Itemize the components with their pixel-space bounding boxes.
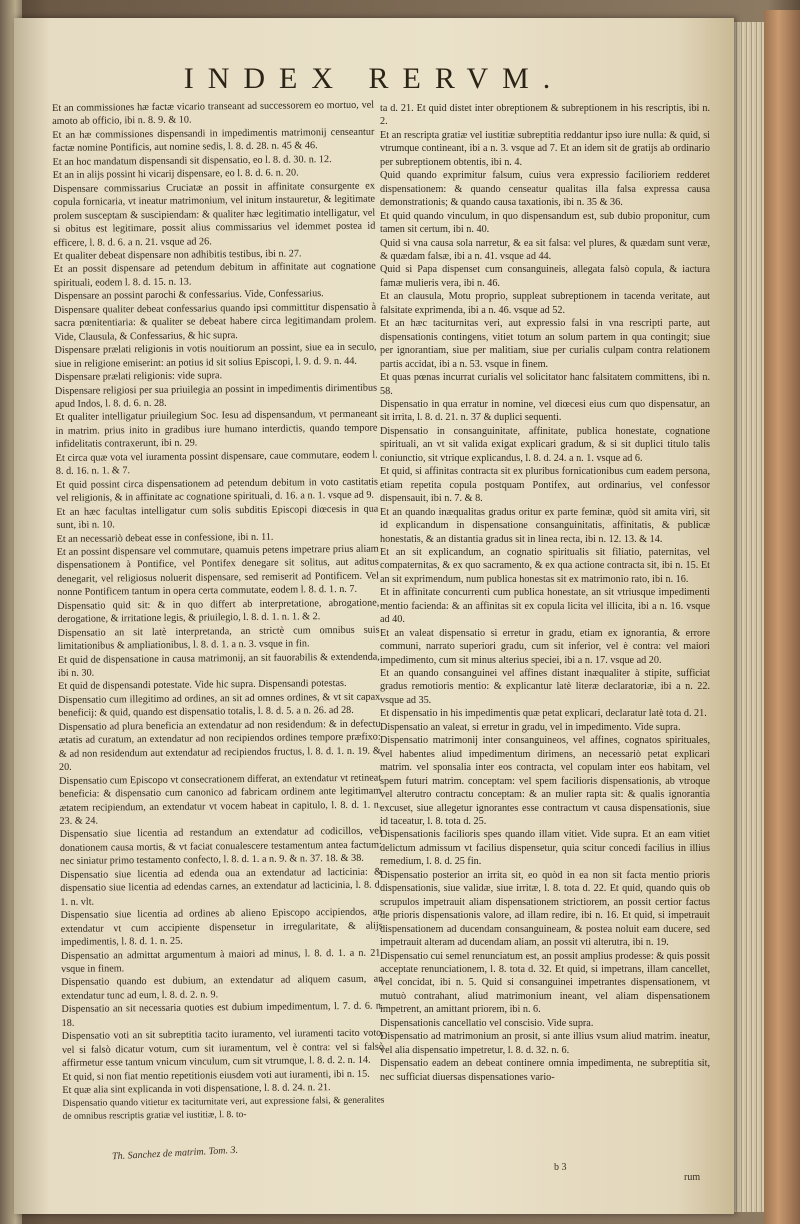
index-entry: Et circa quæ vota vel iuramenta possint dispensare, caue commutare, eodem l. 8. d. 16. n. 1. & 7. xyxy=(55,449,378,478)
index-entry: Et an rescripta gratiæ vel iustitiæ subreptitia reddantur ipso iure nulla: & quid, si vtrumque contineant, ibi a n. 3. vsque ad 7. Et an idem sit de gratijs ab ordinario per subreptionem obtentis, ibi n. 4. xyxy=(380,129,710,168)
index-entry: Dispensare commissarius Cruciatæ an possit in affinitate consurgente ex copula fornicaria, vt ineatur matrimonium, vel initum instauretur, & legitimate prolem susceptam & suscipiendam: & qualiter hæc legitimatio intelligatur, vel si obitus est legitimare, possit alius commissarius vel idemmet postea id efficere, l. 8. d. 6. a n. 21. vsque ad 26. xyxy=(52,180,376,249)
index-entry: Dispensatio in consanguinitate, affinitate, publica honestate, cognatione spirituali, an vt sit valida exigat explicari gradum, & si sit duplici titulo talis coniunctio, sit vtrique explicandus, l. 8. d. 24. a n. 1. vsque ad 6. xyxy=(380,425,710,464)
book-spine xyxy=(764,10,800,1224)
index-entry: Dispensatio cum illegitimo ad ordines, an sit ad omnes ordines, & vt sit capax beneficij: & quid, quando est dispensatio totalis, l. 8. d. 5. a n. 26. ad 28. xyxy=(58,691,381,720)
index-entry: Et qualiter intelligatur priuilegium Soc. Iesu ad dispensandum, vt permaneant in matrim. prius inito in gradibus iure humano interdictis, quando tempore infidelitatis contraxerunt, ibi n. 29. xyxy=(55,409,378,451)
index-entry: Dispensatio siue licentia ad ordines ab alieno Episcopo accipiendos, an extendatur vt cum accipiente dispensetur in irregularitate, & alijs impedimentis, l. 8. d. 1. n. 25. xyxy=(60,906,383,949)
index-entry: Quid si vna causa sola narretur, & ea sit falsa: vel plures, & quædam sunt veræ, & quædam falsæ, ibi a n. 41. vsque ad 44. xyxy=(380,237,710,262)
index-entry: Dispensatio quando est dubium, an extendatur ad aliquem casum, an extendatur tunc ad eum, l. 8. d. 2. n. 9. xyxy=(61,974,384,1002)
index-entry: Dispensatio ad matrimonium an prosit, si ante illius vsum aliud matrim. ineatur, vel alia dispensatio impetretur, l. 8. d. 32. n. 6. xyxy=(380,1031,710,1056)
index-entry: Quid quando exprimitur falsum, cuius vera expressio facilioriem redderet dispensationem: & quando censeatur qualitas illa falsa expressa causa demonstrationis; & quando causa taxationis, ibi n. 35 & 36. xyxy=(380,170,710,209)
footer-title: Th. Sanchez de matrim. Tom. 3. xyxy=(111,1144,239,1163)
index-entry: Dispensatio ad plura beneficia an extendatur ad non residendum: & in defectu ætatis ad curatum, an extendatur ad non recipiendos ordines tempore præfixo: & ad non residendum aut extendatur ad recipiendos fructus, l. 8. d. 1. n. 19. & 20. xyxy=(58,718,381,774)
index-entry: Et quid de dispensandi potestate. Vide hic supra. Dispensandi potestas. xyxy=(58,678,347,693)
index-entry: Quid si Papa dispenset cum consanguineis, allegata falsò copula, & iactura famæ mulieris vera, ibi n. 46. xyxy=(380,264,710,289)
index-entry: Dispensatio posterior an irrita sit, eo quòd in ea non sit facta mentio prioris dispensationis, siue validæ, siue irritæ, l. 8. tota d. 22. Et quid, quando quis ob scrupulos impetrauit aliam dispensationem strictiorem, an possit certior factus de prioris dispensationis valore, ad illam redire, ibi n. 16. Et quid, si impetrauit dispensationem ad ducendam consanguineam, & postea noluit eam ducere, sed impetrauit alteram ad ducendam aliam, an possit vti alterutra, ibi n. 19. xyxy=(380,869,710,949)
index-entry: Dispensare an possint parochi & confessarius. Vide, Confessarius. xyxy=(53,288,324,303)
left-column xyxy=(52,99,385,1125)
index-entry: Et an valeat dispensatio si erretur in gradu, etiam ex ignorantia, & errore communi, narrato superiori gradu, cum sit inferior, vel è contra: vel maiori impedimento, cum sit minus alterius speciei, ibi a n. 17. vsque ad 20. xyxy=(380,627,710,666)
index-entry: Dispensatio cum Episcopo vt consecrationem differat, an extendatur vt retineat beneficia: & dispensatio cum canonico ad fabricam ordinem ante legitimam ætatem recipiendum, an extendatur vt vocem habeat in capitulo, l. 8. d. 1. n. 23. & 24. xyxy=(59,772,382,827)
index-entry: Et an hoc mandatum dispensandi sit dispensatio, eo l. 8. d. 30. n. 12. xyxy=(52,153,332,168)
index-entry: Et an quando consanguinei vel affines distant inæqualiter à stipite, sufficiat gradus remotioris mentio: & explicantur latè literæ declaratoriæ, ibi a n. 22. vsque ad 35. xyxy=(380,668,710,706)
index-entry: Dispensatio voti an sit subreptitia tacito iuramento, vel iuramenti tacito voto, vel si falsò dicatur votum, cum sit iuramentum, vel è contra: vel si falsò affirmetur esse tantum vnicum vinculum, cum sit vtrumque, l. 8. d. 2. n. 14. xyxy=(61,1027,384,1070)
index-entry: Et quid, si non fiat mentio repetitionis eiusdem voti aut iuramenti, ibi n. 15. xyxy=(62,1068,370,1083)
index-entry: Dispensatio siue licentia ad restandum an extendatur ad codicillos, vel donationem causa mortis, & vt faciat conualescere testamentum antea factum: nec siniatur primo testamento confecto, l. 8. d. 1. a n. 9. & n. 37. 18. & 38. xyxy=(59,826,382,868)
index-entry: Et an hæc taciturnitas veri, aut expressio falsi in vna rescripti parte, aut dispensationis contingens, vitiet totum an solum partem in qua contingit; siue per ignorantiam, siue per malitiam, siue per curialis culpam contra relationem partis accidat, ibi a n. 53. vsque in finem. xyxy=(380,318,710,370)
index-entry: Dispensare qualiter debeat confessarius quando ipsi committitur dispensatio à sacra pœnitentiaria: & qualiter se debeat habere circa legitimandam prolem. Vide, Clausula, & Confessarius, & hic supra. xyxy=(54,301,377,343)
index-entry: ta d. 21. Et quid distet inter obreptionem & subreptionem in his rescriptis, ibi n. 2. xyxy=(380,103,710,128)
index-entry: Dispensatio quid sit: & in quo differt ab interpretatione, abrogatione, derogatione, & irritatione legis, & priuilegio, l. 8. d. 1. n. 1. & 2. xyxy=(57,597,380,626)
page-header: INDEX RERVM. xyxy=(183,62,565,95)
index-entry: Dispensare prælati religionis in votis nouitiorum an possint, siue ea in seculo, siue in religione emiserint: an potius id sit solius Episcopi, l. 9. d. 9. n. 44. xyxy=(54,341,377,370)
index-entry: Dispensatio an sit latè interpretanda, an strictè cum omnibus suis limitationibus & ampliationibus, l. 8. d. 1. a n. 3. vsque in fin. xyxy=(57,624,380,653)
index-entry: Et dispensatio in his impedimentis quæ petat explicari, declaratur latè tota d. 21. xyxy=(380,708,707,720)
index-entry: Et an commissiones hæ factæ vicario transeant ad successorem eo mortuo, vel amoto ab officio, ibi n. 8. 9. & 10. xyxy=(52,99,375,128)
book-page xyxy=(14,18,734,1214)
index-entry: Et quid quando vinculum, in quo dispensandum est, sub dubio proponitur, cum tamen sit certum, ibi n. 40. xyxy=(380,210,710,236)
index-entry: Et an necessariò debeat esse in confessione, ibi n. 11. xyxy=(56,531,274,545)
right-column xyxy=(380,102,710,1084)
index-entry: Et quid, si affinitas contracta sit ex pluribus fornicationibus cum eadem persona, etiam repetita copula postquam Pontifex, aut ordinarius, vel confessor dispensauit, ibi n. 7. & 8. xyxy=(380,466,710,505)
index-entry: Et an possit dispensare ad petendum debitum in affinitate aut cognatione spirituali, eodem l. 8. d. 15. n. 13. xyxy=(53,261,376,289)
signature-mark: b 3 xyxy=(554,1162,567,1173)
index-entry: Et an hæ commissiones dispensandi in impedimentis matrimonij censeantur factæ nomine Pontificis, aut nomine sedis, l. 8. d. 28. n. 45 & 46. xyxy=(52,126,375,155)
index-entry: Et quæ alia sint explicanda in voti dispensatione, l. 8. d. 24. n. 21. xyxy=(62,1082,331,1097)
index-entry: Et an clausula, Motu proprio, suppleat subreptionem in tacenda veritate, aut falsitate exprimenda, ibi a n. 46. vsque ad 52. xyxy=(380,291,710,316)
index-entry: Et an possint dispensare vel commutare, quamuis petens impetrare prius aliam dispensationem à Pontifice, vel Pontifex denegare sit solitus, aut aditus denegarit, vel religiosus noluerit dispensare, sed remiserit ad Pontificem. Vel nonne Pontificem tantum in opera certa commutate, eodem l. 8. d. 1. n. 7. xyxy=(56,543,380,599)
index-entry: Dispensationis cancellatio vel conscisio. Vide supra. xyxy=(380,1017,594,1029)
index-entry: Et quid de dispensatione in causa matrimonij, an sit fauorabilis & extendenda, ibi n. 30. xyxy=(57,651,380,679)
index-entry: Et an in alijs possint hi vicarij dispensare, eo l. 8. d. 6. n. 20. xyxy=(52,167,299,182)
index-entry: Et qualiter debeat dispensare non adhibitis testibus, ibi n. 27. xyxy=(53,248,302,262)
index-entry: Et an quando inæqualitas gradus oritur ex parte feminæ, quòd sit amita viri, sit id explicandum in dispensatione consanguinitatis, affinitatis, & publicæ honestatis, & an distantia gradus sit in linea recta, ibi n. 12. 13. & 14. xyxy=(380,506,710,545)
index-entry: Dispensare religiosi per sua priuilegia an possint in impedimentis dirimentibus apud Indos, l. 8. d. 6. n. 28. xyxy=(54,382,378,410)
index-entry: Dispensationis facilioris spes quando illam vitiet. Vide supra. Et an eam vitiet delictum admissum vt facilius dispensetur, quia scitur concedi facilius in illius remedium, l. 8. d. 25 fin. xyxy=(380,829,710,868)
index-entry: Dispensatio quando vitietur ex taciturnitate veri, aut expressione falsi, & generalites de omnibus rescriptis gratiæ vel iustitiæ, l. 8. to- xyxy=(62,1095,385,1122)
index-entry: Dispensatio matrimonij inter consanguineos, vel affines, cognatos spirituales, vel habentes aliud impedimentum dirimens, an necessariò petat explicari matrim. vel sponsalia inter eos contracta, vel copulam inter eos habitam, vel spem futuri matrim. conceptam: vel spem facilioris dispensationis, ab vtroque vel alterutro contractu conceptam: & an mulier rapta sit: & qualis ignorantia excuset, siue allegetur ignorantes esse contractum vt causa dispensationis, siue id taceatur, l. 8. tota d. 25. xyxy=(380,735,710,828)
index-entry: Dispensatio eadem an debeat continere omnia impedimenta, ne subreptitia sit, nec sufficiat diuersas dispensationes vario- xyxy=(380,1058,710,1083)
index-entry: Et quid possint circa dispensationem ad petendum debitum in voto castitatis vel religionis, & in affinitate ac cognatione spirituali, d. 16. a n. 1. vsque ad 9. xyxy=(55,476,379,505)
index-entry: Et an sit explicandum, an cognatio spiritualis sit filiatio, paternitas, vel compaternitas, & ex quo sacramento, & ex qua actione contracta sit, ibi n. 15. Et an sit exprimendum, num publica honestas sit ex matrimonio rato, ibi n. 16. xyxy=(380,546,710,585)
page-stack-edges xyxy=(734,22,764,1212)
index-entry: Dispensatio in qua erratur in nomine, vel diœcesi eius cum quo dispensatur, an sit irrita, l. 8. d. 21. n. 37 & duplici sequenti. xyxy=(380,398,710,424)
index-entry: Et quas pœnas incurrat curialis vel solicitator hanc falsitatem committens, ibi n. 58. xyxy=(380,372,710,397)
index-entry: Et an hæc facultas intelligatur cum solis subditis Episcopi diœcesis in qua sunt, ibi n. 10. xyxy=(56,503,379,532)
index-entry: Et in affinitate concurrenti cum publica honestate, an sit vtriusque impedimenti mentio facienda: & an affinitas sit ex copula licita vel illicita, ibi a n. 16. vsque ad 40. xyxy=(380,587,710,626)
index-entry: Dispensatio an sit necessaria quoties est dubium impedimentum, l. 7. d. 6. n. 18. xyxy=(61,1000,384,1029)
index-entry: Dispensatio siue licentia ad edenda oua an extendatur ad lacticinia: & dispensatio siue licentia ad edendas carnes, an extendatur ad lacticinia, l. 8. d. 1. n. vlt. xyxy=(60,866,383,908)
catchword: rum xyxy=(684,1172,701,1183)
index-entry: Dispensatio cui semel renunciatum est, an possit amplius prodesse: & quis possit acceptate renunciationem, l. 8. tota d. 32. Et quid, si impetrans, illam cancellet, vel concidat, ibi n. 5. Quid si consanguinei impetrantes dispensationem, vt mutuò contrahant, aliud matrimonium ineant, vel aliam dispensationem impetrent, an amittant priorem, ibi n. 6. xyxy=(380,950,710,1016)
index-entry: Dispensatio an valeat, si erretur in gradu, vel in impedimento. Vide supra. xyxy=(380,721,681,733)
index-entry: Dispensatio an admittat argumentum à maiori ad minus, l. 8. d. 1. a n. 21. vsque in finem. xyxy=(60,947,383,975)
index-entry: Dispensare prælati religionis: vide supra. xyxy=(54,370,223,384)
